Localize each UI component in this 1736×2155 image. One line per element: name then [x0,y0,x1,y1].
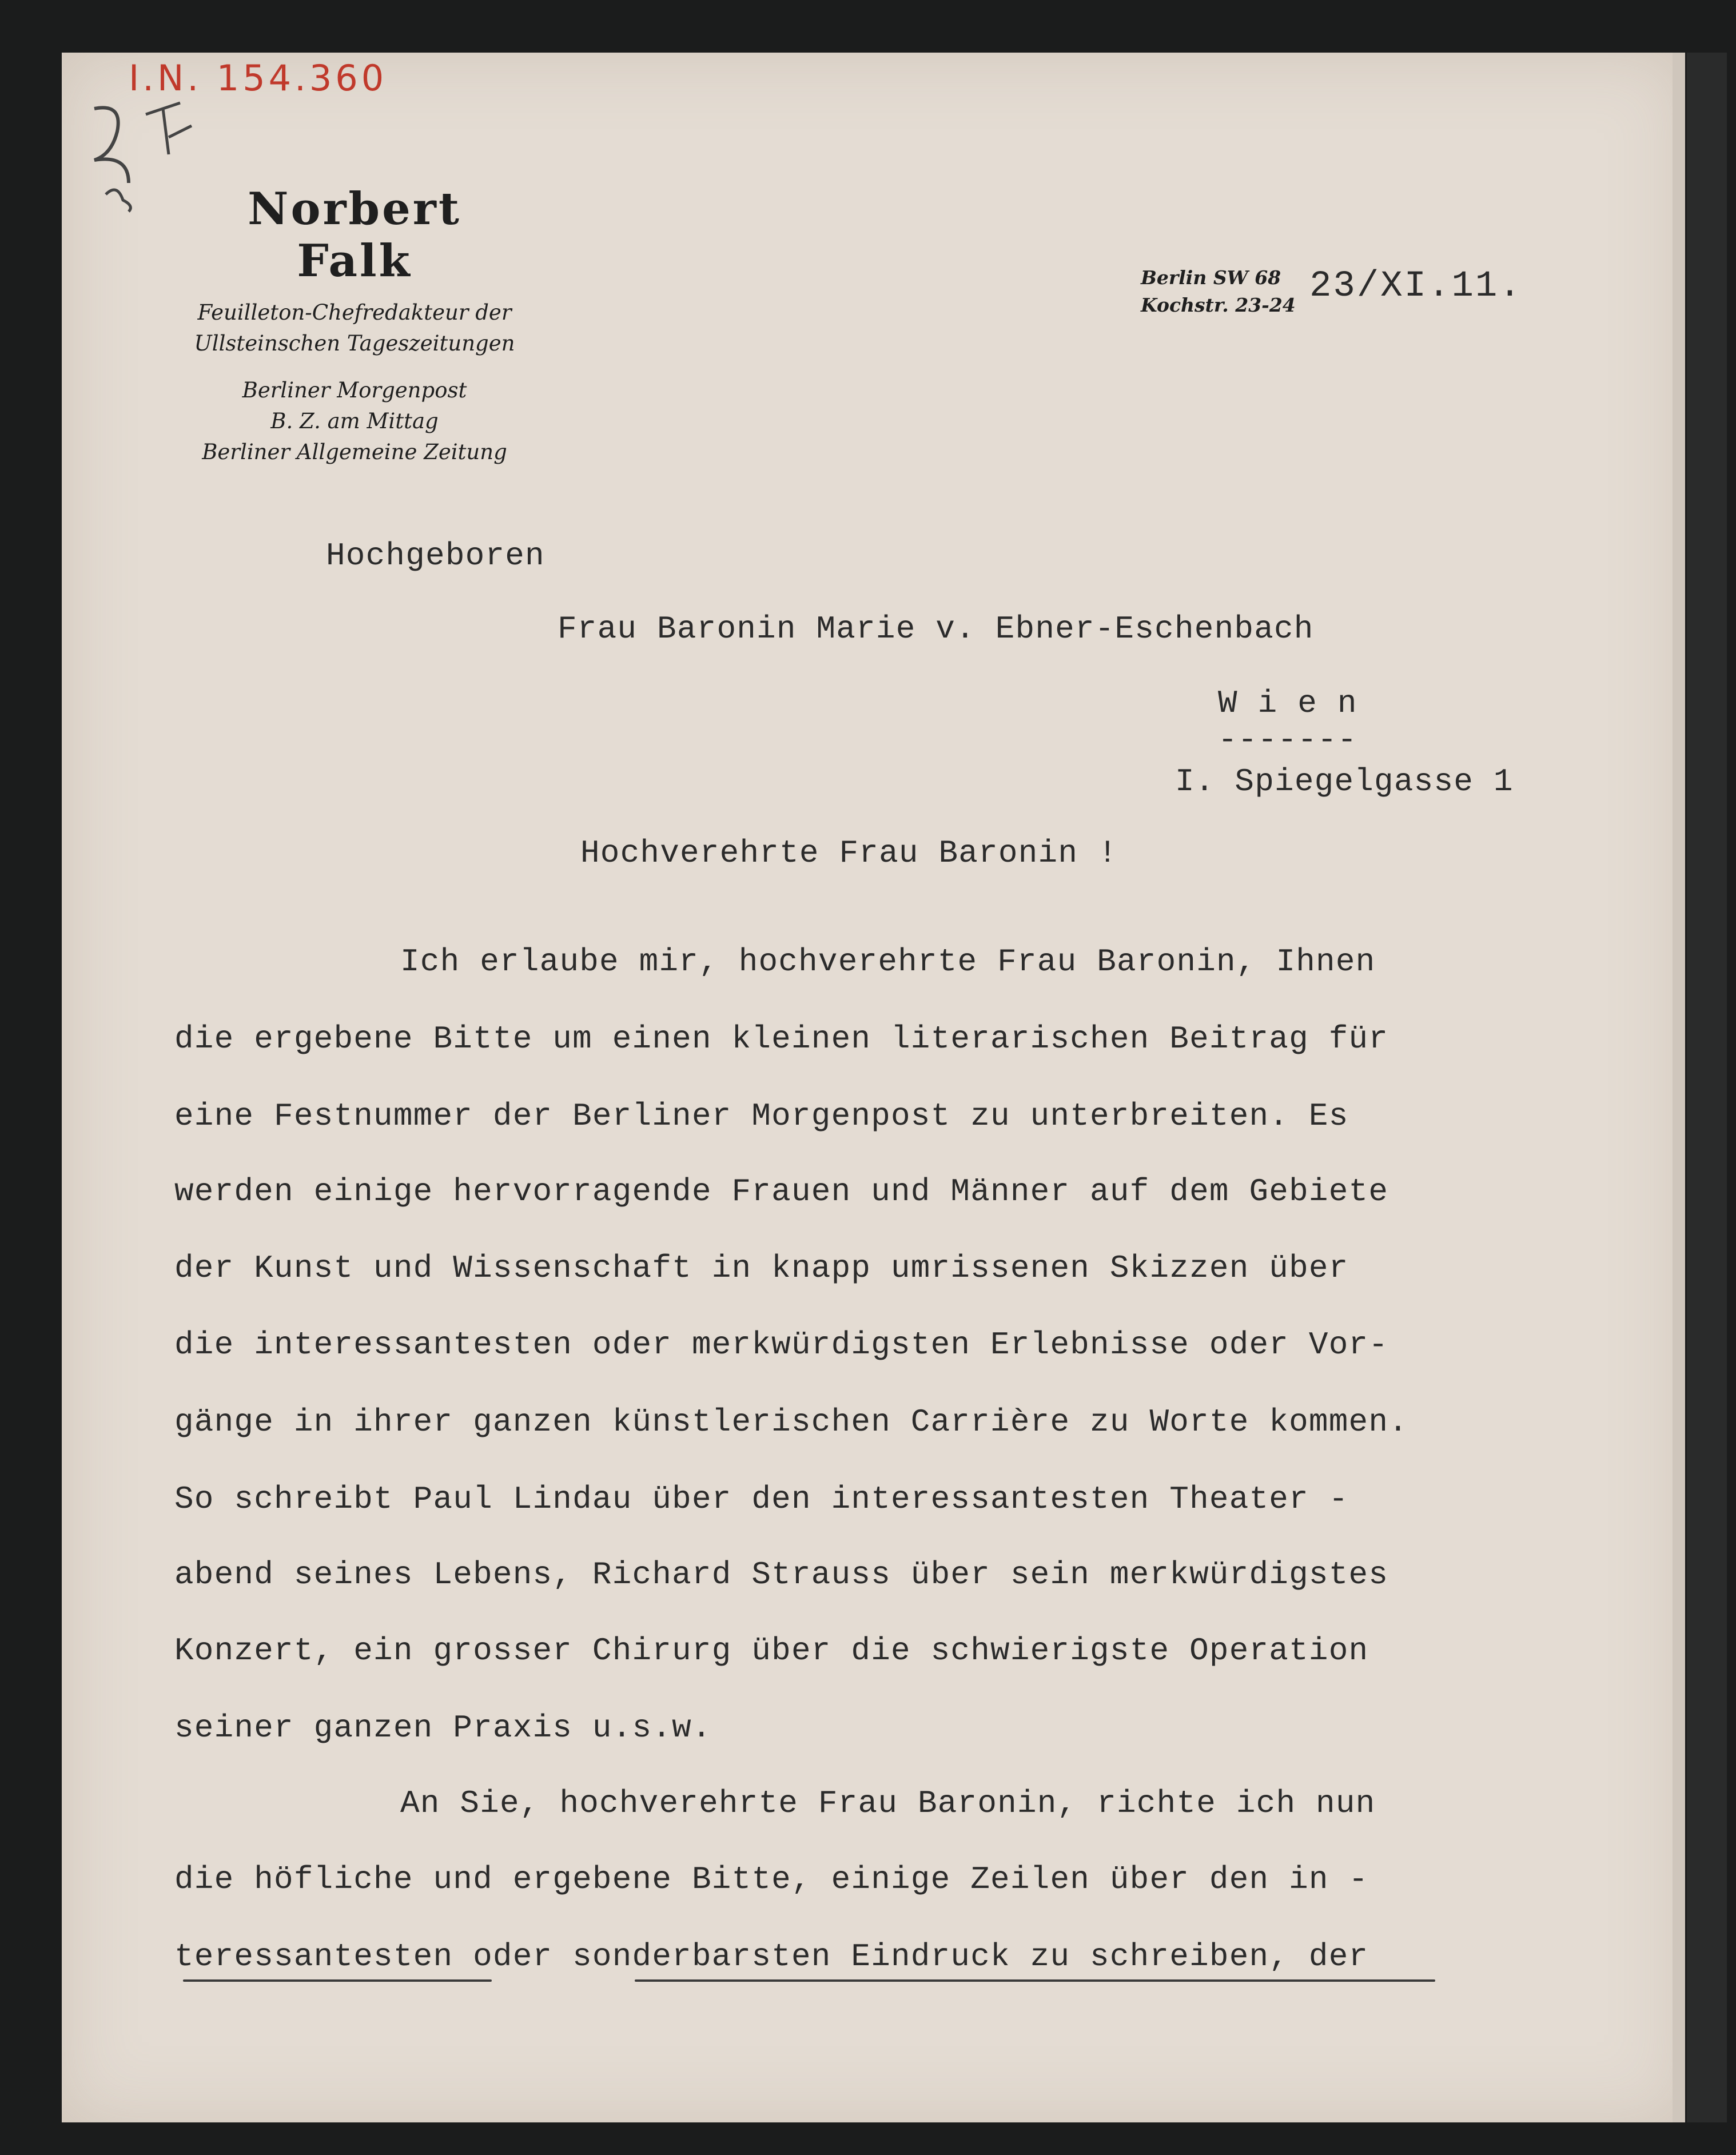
body-line: die interessantesten oder merkwürdigsten Erlebnisse oder Vor- [174,1327,1389,1363]
pencil-scribble [83,91,197,206]
body-line: die höfliche und ergebene Bitte, einige Zeilen über den in - [174,1861,1369,1898]
body-line: So schreibt Paul Lindau über den interessantesten Theater - [174,1481,1349,1517]
page-edge [1673,53,1685,2122]
letter-date: 23/XI.11. [1309,266,1523,307]
sender-address [1141,264,1296,319]
address-street: I. Spiegelgasse 1 [1175,763,1514,800]
greeting: Hochverehrte Frau Baronin ! [580,835,1118,871]
body-line: die ergebene Bitte um einen kleinen literarischen Beitrag für [174,1021,1389,1057]
pencil-underline [183,1979,492,1982]
body-line: Ich erlaube mir, hochverehrte Frau Baronin, Ihnen [400,943,1376,980]
newspaper-2: B. Z. am Mittag [270,409,439,433]
address-city-underline: ------- [1218,722,1357,758]
body-line: An Sie, hochverehrte Frau Baronin, richte ich nun [400,1785,1376,1822]
body-line: eine Festnummer der Berliner Morgenpost zu unterbreiten. Es [174,1098,1349,1134]
body-line: der Kunst und Wissenschaft in knapp umrissenen Skizzen über [174,1250,1349,1286]
body-line: werden einige hervorragende Frauen und Männer auf dem Gebiete [174,1173,1389,1210]
place-line1: Berlin SW 68 [1141,266,1281,289]
pencil-mark-icon [83,91,197,217]
letterhead-block [189,183,520,468]
address-city: W i e n [1218,685,1357,722]
body-line: Konzert, ein grosser Chirurg über die schwierigste Operation [174,1632,1369,1669]
page-gutter [1687,53,1727,2122]
place-line2: Kochstr. 23-24 [1141,294,1296,316]
address-recipient: Frau Baronin Marie v. Ebner-Eschenbach [558,611,1314,647]
sender-title-line2: Ullsteinschen Tageszeitungen [194,331,515,356]
address-salutation: Hochgeboren [326,537,545,574]
body-line: gänge in ihrer ganzen künstlerischen Carrière zu Worte kommen. [174,1404,1408,1440]
sender-name: Norbert Falk [248,183,461,287]
newspaper-1: Berliner Morgenpost [242,378,467,403]
pencil-underline [635,1979,1435,1982]
body-line: abend seines Lebens, Richard Strauss über sein merkwürdigstes [174,1556,1389,1593]
sender-title-line1: Feuilleton-Chefredakteur der [197,300,512,325]
body-line: teressantesten oder sonderbarsten Eindruck zu schreiben, der [174,1938,1369,1975]
inventory-number: I.N. 154.360 [129,57,388,99]
newspaper-3: Berliner Allgemeine Zeitung [202,440,507,464]
body-line: seiner ganzen Praxis u.s.w. [174,1710,712,1746]
